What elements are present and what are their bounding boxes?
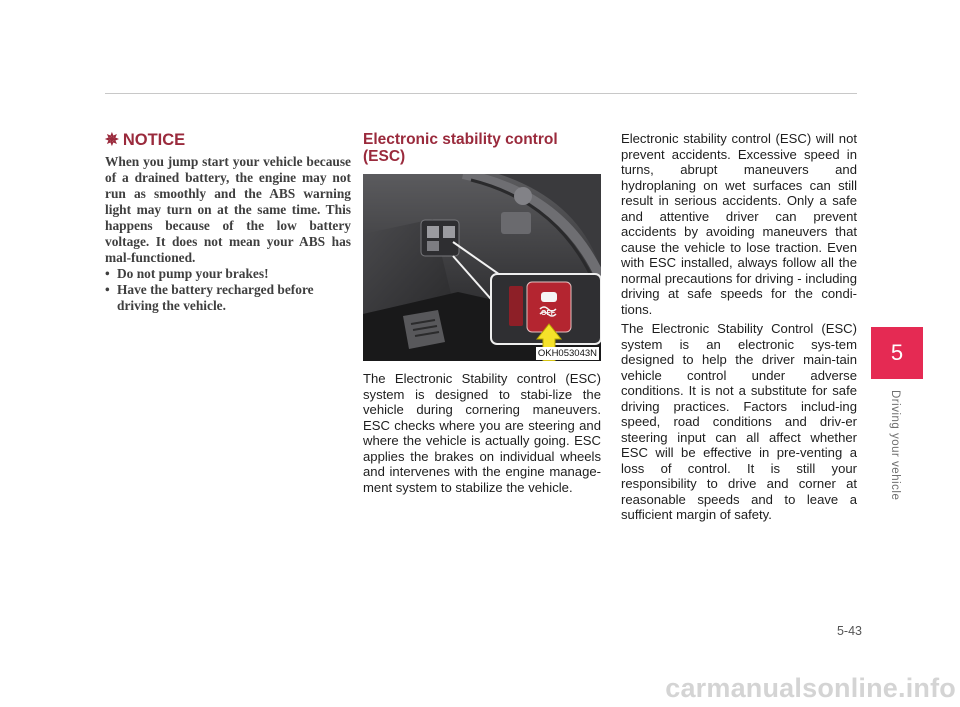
notice-body: When you jump start your vehicle because of a drained battery, the engine may not run as smoothly and the ABS warning light may turn on at the same time. This happens because of the low battery voltage. It does not mean your ABS has mal-functioned. bbox=[105, 154, 351, 265]
notice-title bbox=[105, 131, 351, 149]
dashboard-illustration bbox=[363, 174, 601, 361]
notice-star-icon: ✵ bbox=[105, 131, 119, 149]
notice-box bbox=[105, 131, 351, 314]
esc-paragraph-2: Electronic stability control (ESC) will not prevent accidents. Excessive speed in turns, abrupt maneuvers and hydroplaning on wet surfaces can still result in serious accidents. Only a safe and attentive driver can prevent accidents by avoiding maneuvers that cause the vehicle to lose traction. Even with ESC installed, always follow all the normal precautions for driving - including driving at safe speeds for the condi-tions. bbox=[621, 131, 857, 317]
section-title: Electronic stability control (ESC) bbox=[363, 131, 558, 165]
esc-switch-photo bbox=[363, 174, 601, 361]
esc-section bbox=[363, 131, 601, 495]
off-label: OFF bbox=[541, 310, 555, 317]
header-rule bbox=[105, 93, 857, 94]
watermark: carmanualsonline.info bbox=[665, 673, 956, 703]
notice-bullet-2: • Have the battery recharged before driving the vehicle. bbox=[105, 282, 351, 314]
figure-code: OKH053043N bbox=[537, 348, 597, 359]
esc-details bbox=[621, 131, 857, 523]
notice-bullet-1: • Do not pump your brakes! bbox=[105, 266, 351, 282]
chapter-name bbox=[883, 390, 907, 525]
notice-title-text: NOTICE bbox=[122, 131, 186, 149]
esc-paragraph-1: The Electronic Stability control (ESC) system is designed to stabi-lize the vehicle during cornering maneuvers. ESC checks where you are steering and where the vehicle is actually going. ESC applies the brakes on individual wheels and intervenes with the engine manage-ment system to stabilize the vehicle. bbox=[363, 371, 601, 495]
chapter-tab[interactable]: 5 bbox=[871, 327, 923, 379]
notice-list bbox=[105, 266, 351, 314]
page-number: 5-43 bbox=[836, 624, 862, 638]
esc-paragraph-3: The Electronic Stability Control (ESC) system is an electronic sys-tem designed to help the driver main-tain vehicle control under adverse conditions. It is not a substitute for safe driving practices. Factors includ-ing speed, road conditions and driv-er steering input can all affect whether ESC will be effective in pre-venting a loss of control. It is still your responsibility to drive and corner at reasonable speeds and to leave a sufficient margin of safety. bbox=[621, 321, 857, 522]
chapter-name-text: Driving your vehicle bbox=[889, 390, 901, 501]
